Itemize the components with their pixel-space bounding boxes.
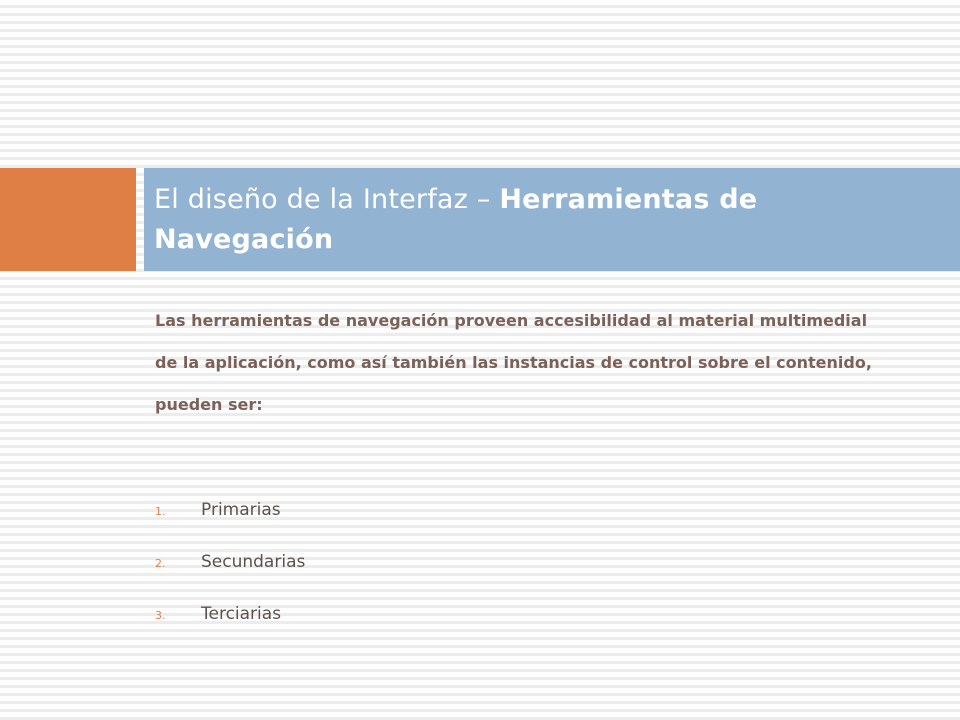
list-item-number: 2. xyxy=(155,557,166,570)
navigation-types-list xyxy=(155,492,305,648)
list-item-number: 3. xyxy=(155,609,166,622)
list-item-label: Secundarias xyxy=(201,552,306,572)
slide-title xyxy=(154,180,920,260)
list-item-label: Terciarias xyxy=(201,604,282,624)
slide-title-regular: El diseño de la Interfaz – xyxy=(154,184,500,215)
list-item xyxy=(155,596,305,648)
slide-paragraph: Las herramientas de navegación proveen accesibilidad al material multimedial de la aplicación, como así también las instancias de control sobre el contenido, pueden ser: xyxy=(155,311,872,414)
title-accent-block xyxy=(0,168,136,271)
list-item-label: Primarias xyxy=(201,500,281,520)
slide-title-bold: Herramientas de Navegación xyxy=(154,184,758,255)
list-item xyxy=(155,544,305,596)
list-item-number: 1. xyxy=(155,505,166,518)
title-bar xyxy=(144,168,960,271)
list-item xyxy=(155,492,305,544)
